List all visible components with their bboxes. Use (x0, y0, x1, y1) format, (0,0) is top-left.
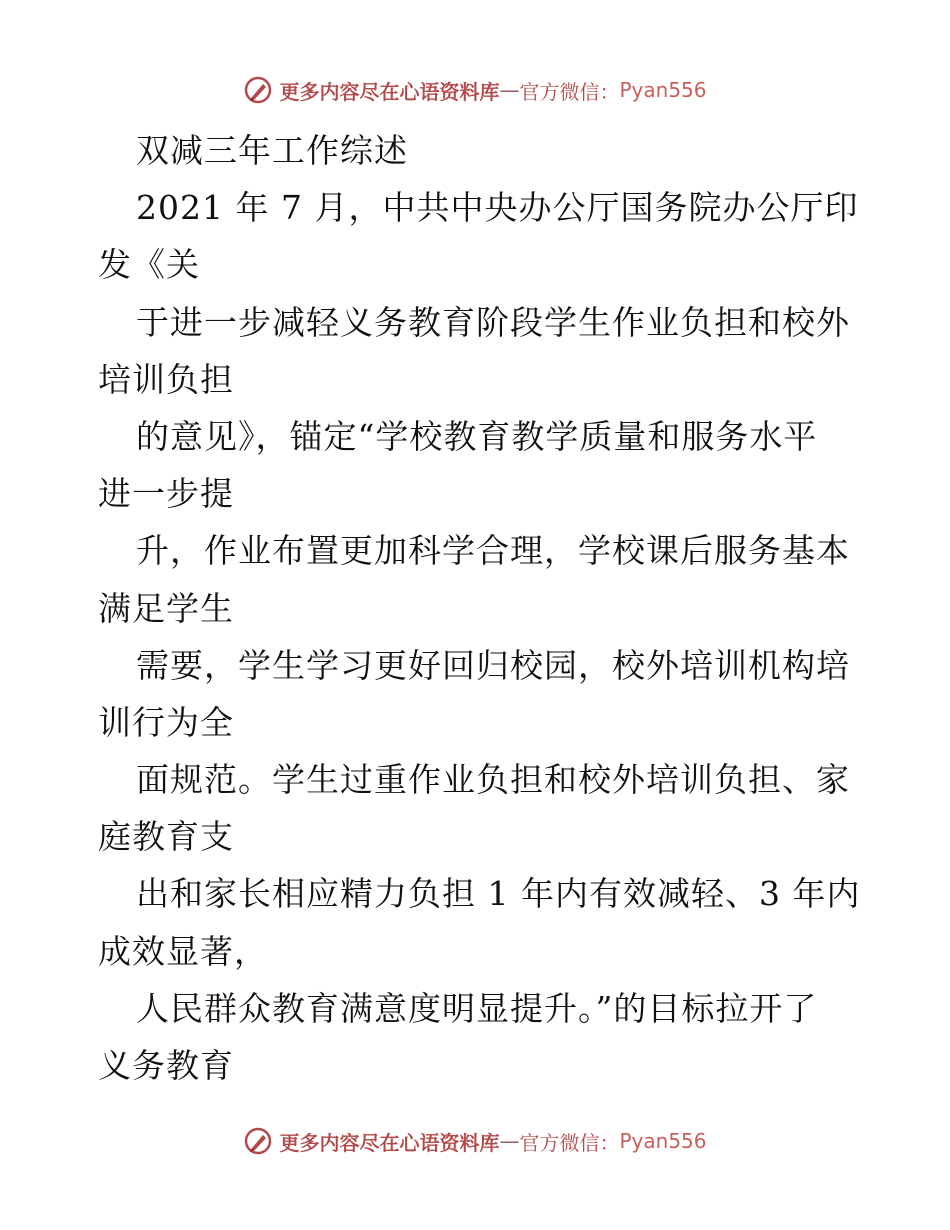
paragraph-line: 出和家长相应精力负担 1 年内有效减轻、3 年内 (136, 874, 861, 914)
paragraph-line: 的意见》，锚定“学校教育教学质量和服务水平 (136, 416, 818, 456)
paragraph-line: 面规范。学生过重作业负担和校外培训负担、家 (136, 760, 850, 800)
watermark-wechat-label: 官方微信： (519, 1130, 620, 1155)
paragraph-line: 需要，学生学习更好回归校园，校外培训机构培 (136, 645, 850, 685)
paragraph-line: 2021 年 7 月，中共中央办公厅国务院办公厅印 (136, 188, 859, 228)
paragraph-line: 庭教育支 (98, 817, 234, 857)
watermark-wechat-label: 官方微信： (519, 79, 620, 104)
document-body (98, 122, 861, 1094)
paragraph-line: 成效显著， (98, 931, 268, 971)
paragraph-line: 满足学生 (98, 588, 234, 628)
paragraph-line: 升，作业布置更加科学合理，学校课后服务基本 (136, 531, 850, 571)
watermark-wechat-id: Pyan556 (619, 1129, 707, 1153)
paragraph-line: 进一步提 (98, 474, 234, 514)
header-watermark (0, 70, 950, 110)
paragraph-line: 培训负担 (98, 359, 234, 399)
paragraph-line: 于进一步减轻义务教育阶段学生作业负担和校外 (136, 302, 850, 342)
document-title: 双减三年工作综述 (136, 131, 408, 170)
pen-logo-icon (243, 75, 273, 105)
watermark-site-text: 更多内容尽在心语资料库 (279, 79, 500, 104)
paragraph-line: 人民群众教育满意度明显提升。”的目标拉开了 (136, 988, 818, 1028)
paragraph-line: 发《关 (98, 245, 200, 285)
watermark-wechat-id: Pyan556 (619, 78, 707, 102)
paragraph-line: 训行为全 (98, 702, 234, 742)
watermark-dash: — (499, 1129, 520, 1153)
pen-logo-icon (243, 1126, 273, 1156)
watermark-dash: — (499, 78, 520, 102)
paragraph-line: 义务教育 (98, 1046, 234, 1085)
watermark-site-text: 更多内容尽在心语资料库 (279, 1130, 500, 1155)
footer-watermark (0, 1121, 950, 1161)
